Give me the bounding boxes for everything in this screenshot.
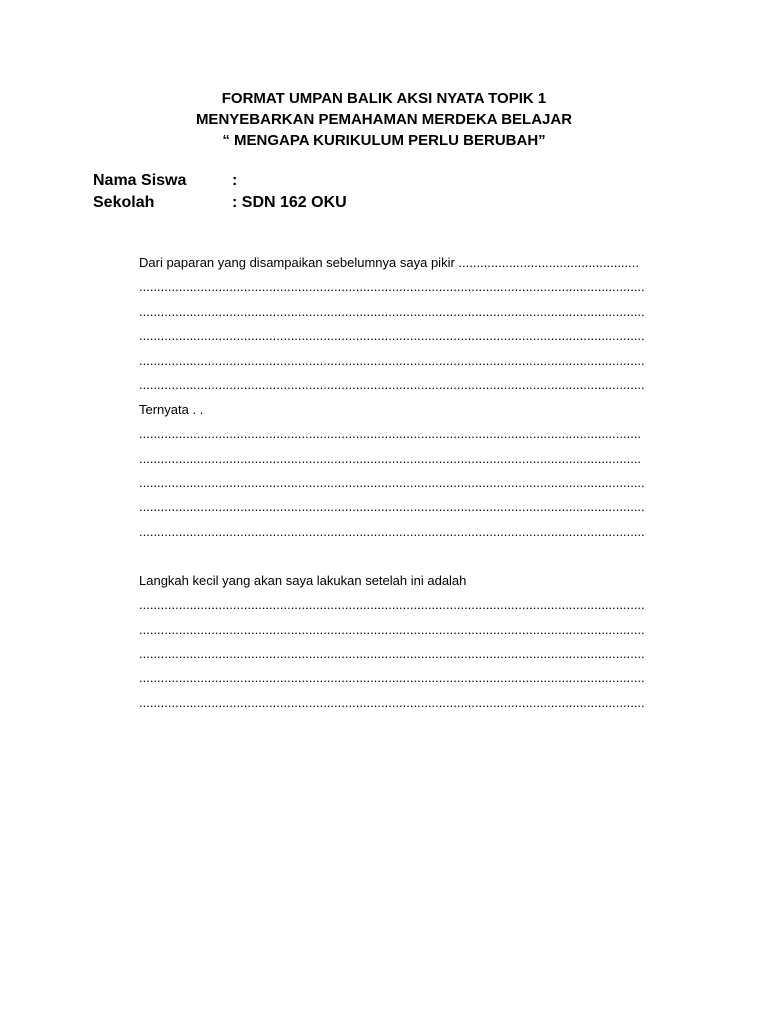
document-title xyxy=(0,88,768,151)
dotted-answer-line: ............................................................................................................................................ xyxy=(139,303,645,319)
dotted-answer-line: ............................................................................................................................................ xyxy=(139,670,645,686)
dotted-answer-line: ............................................................................................................................................ xyxy=(139,499,645,515)
feedback-body xyxy=(139,251,651,715)
dotted-answer-line: ............................................................................................................................................ xyxy=(139,597,645,613)
section-realization xyxy=(139,398,651,545)
dotted-answer-line: ............................................................................................................................................ xyxy=(139,352,645,368)
title-line-question: “ MENGAPA KURIKULUM PERLU BERUBAH” xyxy=(222,132,546,149)
section-thought xyxy=(139,251,651,398)
dotted-answer-line: ............................................................................................................................................ xyxy=(139,279,645,295)
dotted-answer-line: ........................................................................................................................................... xyxy=(139,426,642,442)
section-prompt: Langkah kecil yang akan saya lakukan setelah ini adalah xyxy=(139,572,467,588)
section-prompt: Dari paparan yang disampaikan sebelumnya saya pikir .................................................. xyxy=(139,255,639,270)
dotted-answer-line: ............................................................................................................................................ xyxy=(139,621,645,637)
dotted-answer-line: ............................................................................................................................................ xyxy=(139,328,645,344)
dotted-answer-line: ............................................................................................................................................ xyxy=(139,474,645,490)
dotted-answer-line: ............................................................................................................................................ xyxy=(139,377,645,393)
section-next-steps xyxy=(139,569,651,716)
school-row xyxy=(93,192,347,214)
student-name-value: : xyxy=(232,172,238,189)
student-name-row xyxy=(93,170,347,192)
student-identity xyxy=(93,170,347,214)
dotted-answer-line: ............................................................................................................................................ xyxy=(139,694,645,710)
student-name-label: Nama Siswa xyxy=(93,172,187,189)
section-prompt: Ternyata . . xyxy=(139,401,204,417)
dotted-answer-line: ........................................................................................................................................... xyxy=(139,450,642,466)
dotted-answer-line: ............................................................................................................................................ xyxy=(139,646,645,661)
dotted-answer-line: ............................................................................................................................................ xyxy=(139,523,645,539)
title-line-format: FORMAT UMPAN BALIK AKSI NYATA TOPIK 1 xyxy=(221,90,547,107)
school-value: : SDN 162 OKU xyxy=(232,194,347,211)
title-line-topic: MENYEBARKAN PEMAHAMAN MERDEKA BELAJAR xyxy=(195,111,573,128)
school-label: Sekolah xyxy=(93,194,155,211)
